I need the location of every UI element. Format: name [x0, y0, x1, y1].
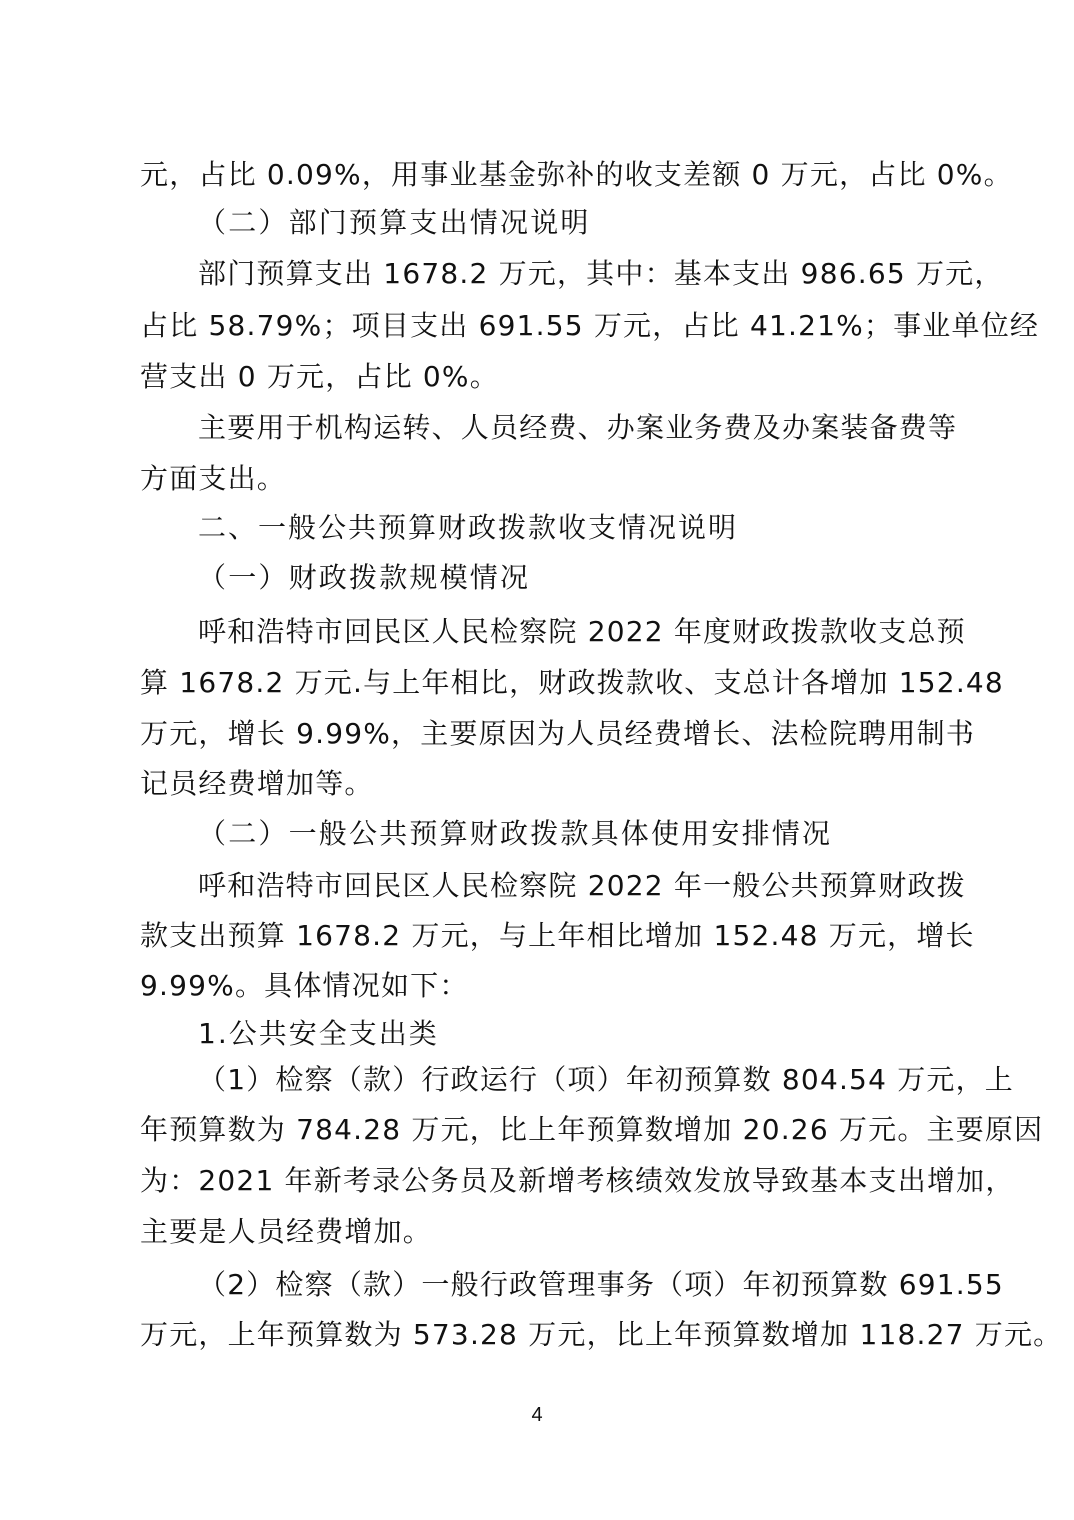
text-line: 营支出 0 万元，占比 0%。	[140, 360, 499, 393]
item-heading-public-security: 1.公共安全支出类	[198, 1017, 439, 1050]
text-line: 算 1678.2 万元.与上年相比，财政拨款收、支总计各增加 152.48	[140, 666, 1004, 699]
page-number: 4	[531, 1404, 543, 1426]
text-line: 方面支出。	[140, 462, 287, 495]
text-line: （2）检察（款）一般行政管理事务（项）年初预算数 691.55	[198, 1268, 1004, 1301]
text-line: 万元，上年预算数为 573.28 万元，比上年预算数增加 118.27 万元。	[140, 1318, 1063, 1351]
text-line: 主要是人员经费增加。	[140, 1215, 433, 1248]
text-line: 为：2021 年新考录公务员及新增考核绩效发放导致基本支出增加，	[140, 1164, 1015, 1197]
subheading-usage: （二）一般公共预算财政拨款具体使用安排情况	[198, 817, 833, 850]
text-line: 主要用于机构运转、人员经费、办案业务费及办案装备费等	[198, 411, 958, 444]
text-line: （1）检察（款）行政运行（项）年初预算数 804.54 万元，上	[198, 1063, 1014, 1096]
text-line: 9.99%。具体情况如下：	[140, 969, 469, 1002]
text-line-continuation: 元，占比 0.09%，用事业基金弥补的收支差额 0 万元，占比 0%。	[140, 158, 1013, 191]
subheading-scale: （一）财政拨款规模情况	[198, 561, 531, 594]
text-line: 占比 58.79%；项目支出 691.55 万元，占比 41.21%；事业单位经	[140, 309, 1040, 342]
text-line: 部门预算支出 1678.2 万元，其中：基本支出 986.65 万元，	[198, 257, 1004, 290]
text-line: 呼和浩特市回民区人民检察院 2022 年一般公共预算财政拨	[198, 869, 966, 902]
text-line: 万元，增长 9.99%，主要原因为人员经费增长、法检院聘用制书	[140, 717, 976, 750]
text-line: 款支出预算 1678.2 万元，与上年相比增加 152.48 万元，增长	[140, 919, 975, 952]
text-line: 年预算数为 784.28 万元，比上年预算数增加 20.26 万元。主要原因	[140, 1113, 1044, 1146]
section-heading-two: 二、一般公共预算财政拨款收支情况说明	[198, 511, 739, 544]
subheading-expenditure: （二）部门预算支出情况说明	[198, 206, 591, 239]
text-line: 呼和浩特市回民区人民检察院 2022 年度财政拨款收支总预	[198, 615, 966, 648]
text-line: 记员经费增加等。	[140, 767, 374, 800]
